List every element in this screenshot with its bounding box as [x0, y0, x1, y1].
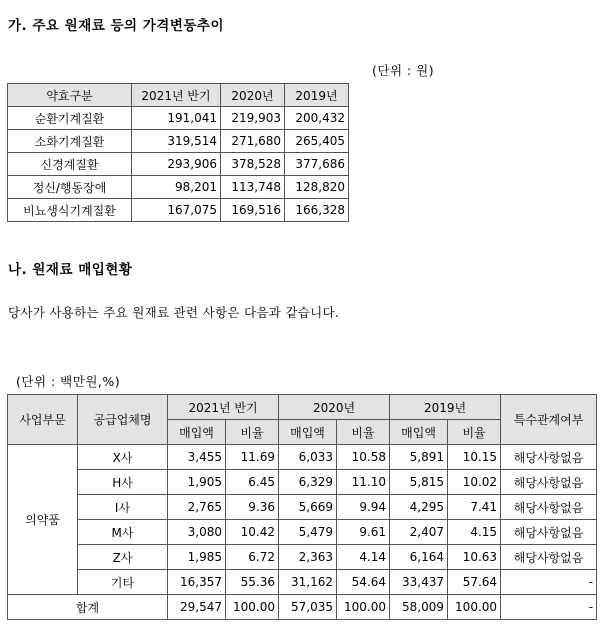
total-a21-cell: 29,547 — [168, 595, 226, 620]
ratio-2021-cell: 9.36 — [226, 495, 279, 520]
ratio-2019-cell: 7.41 — [448, 495, 501, 520]
header-ratio: 비율 — [226, 420, 279, 445]
price-2019-cell: 166,328 — [285, 199, 349, 222]
ratio-2020-cell: 54.64 — [337, 570, 390, 595]
header-2020: 2020년 — [221, 84, 285, 107]
ratio-2019-cell: 4.15 — [448, 520, 501, 545]
price-2021-cell: 98,201 — [132, 176, 221, 199]
purchase-table — [7, 394, 597, 620]
total-label-cell: 합계 — [8, 595, 168, 620]
amount-2021-cell: 3,080 — [168, 520, 226, 545]
ratio-2020-cell: 11.10 — [337, 470, 390, 495]
table-header-row — [8, 395, 597, 420]
ratio-2019-cell: 10.63 — [448, 545, 501, 570]
header-supplier: 공급업체명 — [78, 395, 168, 445]
supplier-cell: Z사 — [78, 545, 168, 570]
relation-cell: 해당사항없음 — [501, 545, 597, 570]
category-cell: 신경계질환 — [8, 153, 132, 176]
total-relation-cell: - — [501, 595, 597, 620]
header-2021-half: 2021년 반기 — [132, 84, 221, 107]
table-row — [8, 545, 597, 570]
price-trend-table — [7, 83, 349, 222]
relation-cell: - — [501, 570, 597, 595]
price-2019-cell: 128,820 — [285, 176, 349, 199]
price-2021-cell: 293,906 — [132, 153, 221, 176]
table-row — [8, 570, 597, 595]
relation-cell: 해당사항없음 — [501, 470, 597, 495]
amount-2021-cell: 1,985 — [168, 545, 226, 570]
total-a19-cell: 58,009 — [390, 595, 448, 620]
header-segment: 사업부문 — [8, 395, 78, 445]
relation-cell: 해당사항없음 — [501, 495, 597, 520]
amount-2019-cell: 6,164 — [390, 545, 448, 570]
header-2020: 2020년 — [279, 395, 390, 420]
header-2019: 2019년 — [285, 84, 349, 107]
amount-2019-cell: 5,891 — [390, 445, 448, 470]
header-ratio: 비율 — [448, 420, 501, 445]
relation-cell: 해당사항없음 — [501, 445, 597, 470]
table-row — [8, 199, 349, 222]
price-2019-cell: 265,405 — [285, 130, 349, 153]
ratio-2021-cell: 10.42 — [226, 520, 279, 545]
header-amount: 매입액 — [390, 420, 448, 445]
table-row — [8, 176, 349, 199]
price-2020-cell: 271,680 — [221, 130, 285, 153]
table-row — [8, 495, 597, 520]
ratio-2021-cell: 11.69 — [226, 445, 279, 470]
category-cell: 비뇨생식기계질환 — [8, 199, 132, 222]
price-2019-cell: 377,686 — [285, 153, 349, 176]
section-b-description: 당사가 사용하는 주요 원재료 관련 사항은 다음과 같습니다. — [8, 305, 340, 320]
section-a-unit: (단위 : 원) — [372, 63, 435, 78]
amount-2021-cell: 3,455 — [168, 445, 226, 470]
table-header-row — [8, 84, 349, 107]
table-row — [8, 153, 349, 176]
ratio-2021-cell: 6.45 — [226, 470, 279, 495]
header-2021-half: 2021년 반기 — [168, 395, 279, 420]
ratio-2019-cell: 57.64 — [448, 570, 501, 595]
header-category: 약효구분 — [8, 84, 132, 107]
amount-2020-cell: 5,669 — [279, 495, 337, 520]
total-row — [8, 595, 597, 620]
total-r21-cell: 100.00 — [226, 595, 279, 620]
price-2020-cell: 378,528 — [221, 153, 285, 176]
total-r19-cell: 100.00 — [448, 595, 501, 620]
price-2019-cell: 200,432 — [285, 107, 349, 130]
amount-2020-cell: 5,479 — [279, 520, 337, 545]
table-row — [8, 470, 597, 495]
price-2020-cell: 219,903 — [221, 107, 285, 130]
table-row — [8, 130, 349, 153]
amount-2019-cell: 4,295 — [390, 495, 448, 520]
header-relation: 특수관계여부 — [501, 395, 597, 445]
total-a20-cell: 57,035 — [279, 595, 337, 620]
table-row — [8, 445, 597, 470]
ratio-2019-cell: 10.02 — [448, 470, 501, 495]
header-ratio: 비율 — [337, 420, 390, 445]
table-row — [8, 520, 597, 545]
amount-2020-cell: 2,363 — [279, 545, 337, 570]
section-a-title: 가. 주요 원재료 등의 가격변동추이 — [8, 18, 225, 34]
section-b-unit: (단위 : 백만원,%) — [16, 374, 121, 389]
amount-2020-cell: 6,329 — [279, 470, 337, 495]
ratio-2020-cell: 9.94 — [337, 495, 390, 520]
ratio-2021-cell: 6.72 — [226, 545, 279, 570]
header-2019: 2019년 — [390, 395, 501, 420]
price-2020-cell: 169,516 — [221, 199, 285, 222]
amount-2021-cell: 1,905 — [168, 470, 226, 495]
relation-cell: 해당사항없음 — [501, 520, 597, 545]
table-row — [8, 107, 349, 130]
price-2020-cell: 113,748 — [221, 176, 285, 199]
supplier-cell: I사 — [78, 495, 168, 520]
price-2021-cell: 191,041 — [132, 107, 221, 130]
category-cell: 순환기계질환 — [8, 107, 132, 130]
supplier-cell: 기타 — [78, 570, 168, 595]
price-2021-cell: 319,514 — [132, 130, 221, 153]
category-cell: 소화기계질환 — [8, 130, 132, 153]
header-amount: 매입액 — [279, 420, 337, 445]
category-cell: 정신/행동장애 — [8, 176, 132, 199]
header-amount: 매입액 — [168, 420, 226, 445]
ratio-2020-cell: 10.58 — [337, 445, 390, 470]
ratio-2019-cell: 10.15 — [448, 445, 501, 470]
ratio-2021-cell: 55.36 — [226, 570, 279, 595]
amount-2020-cell: 6,033 — [279, 445, 337, 470]
total-r20-cell: 100.00 — [337, 595, 390, 620]
supplier-cell: M사 — [78, 520, 168, 545]
ratio-2020-cell: 4.14 — [337, 545, 390, 570]
amount-2021-cell: 16,357 — [168, 570, 226, 595]
amount-2019-cell: 2,407 — [390, 520, 448, 545]
ratio-2020-cell: 9.61 — [337, 520, 390, 545]
amount-2021-cell: 2,765 — [168, 495, 226, 520]
supplier-cell: H사 — [78, 470, 168, 495]
amount-2019-cell: 5,815 — [390, 470, 448, 495]
section-b-title: 나. 원재료 매입현황 — [8, 262, 133, 278]
supplier-cell: X사 — [78, 445, 168, 470]
segment-cell: 의약품 — [8, 445, 78, 595]
amount-2020-cell: 31,162 — [279, 570, 337, 595]
amount-2019-cell: 33,437 — [390, 570, 448, 595]
price-2021-cell: 167,075 — [132, 199, 221, 222]
